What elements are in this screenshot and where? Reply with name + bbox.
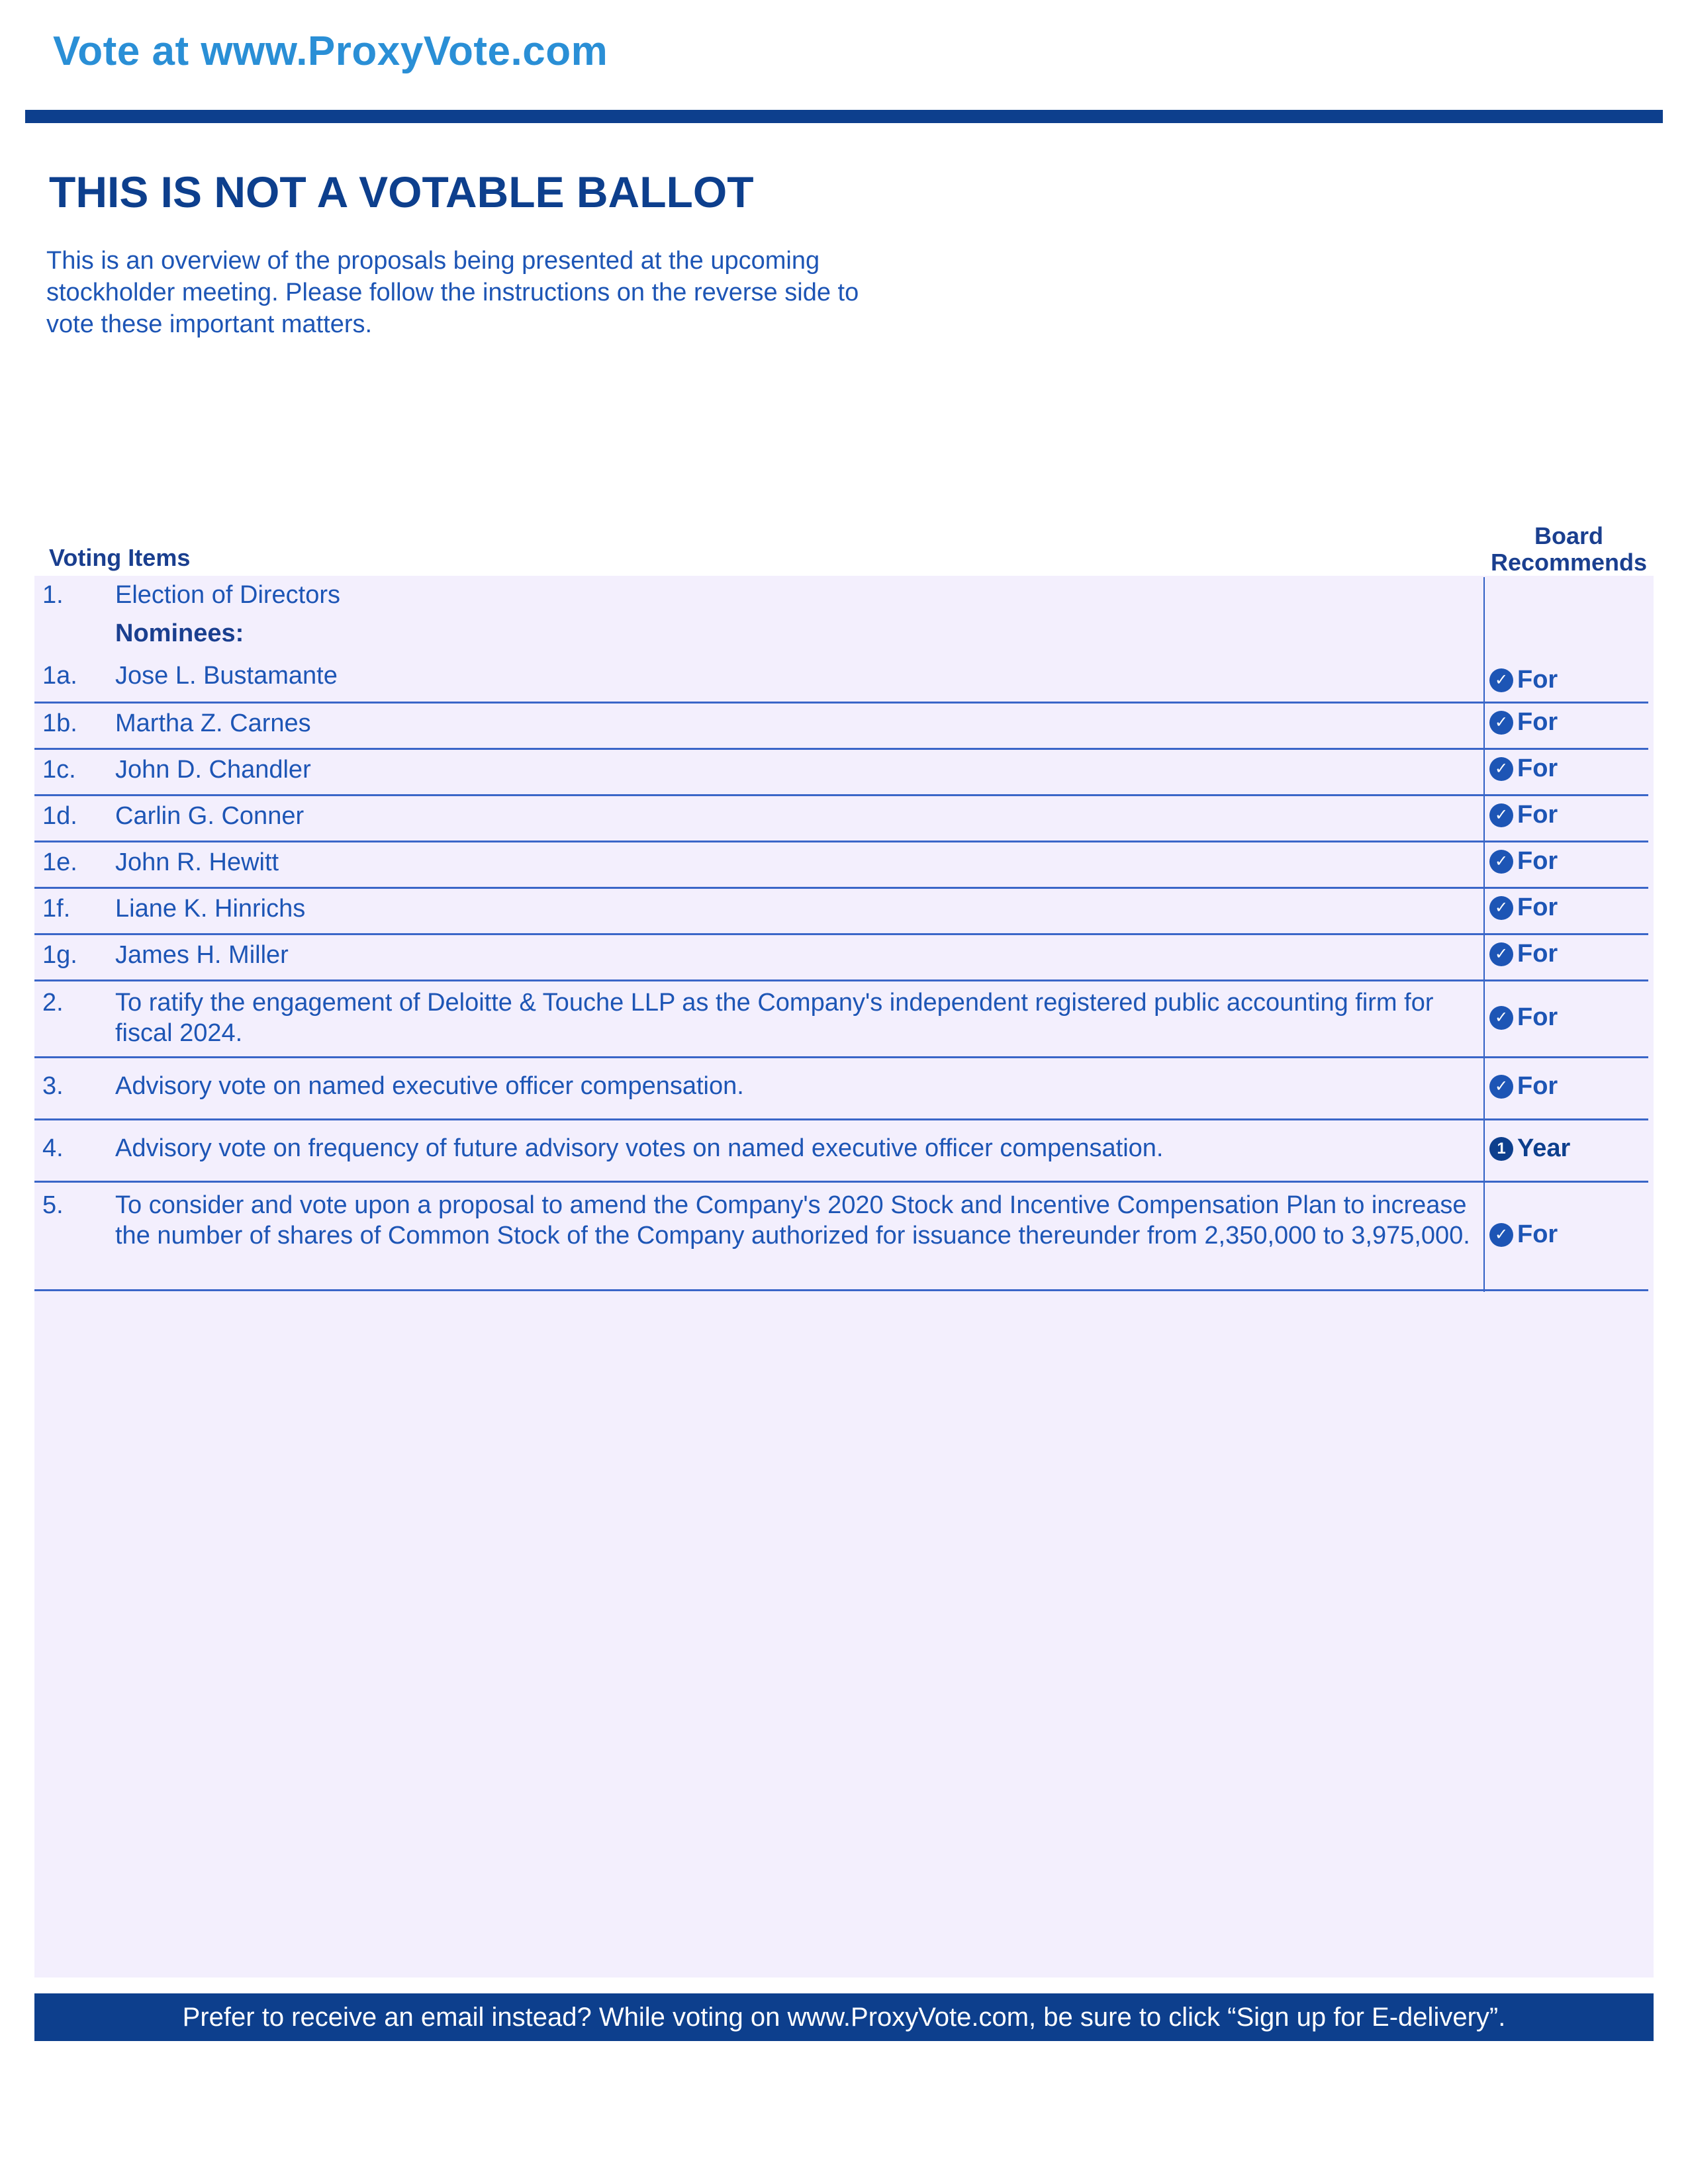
nominee-name: Liane K. Hinrichs xyxy=(115,895,306,923)
nominee-number: 1b. xyxy=(42,709,77,737)
check-circle-icon: ✓ xyxy=(1489,803,1513,827)
recommendation: ✓ For xyxy=(1489,666,1558,694)
nominee-name: John R. Hewitt xyxy=(115,848,279,876)
nominee-name: John D. Chandler xyxy=(115,756,311,784)
row-divider xyxy=(34,1181,1648,1183)
row-divider xyxy=(34,841,1648,842)
number-circle-icon: 1 xyxy=(1489,1137,1513,1161)
proposal-number: 4. xyxy=(42,1134,64,1162)
footer-banner: Prefer to receive an email instead? While voting on www.ProxyVote.com, be sure to click “Sign up for E-delivery”. xyxy=(34,1993,1654,2041)
nominee-name: Martha Z. Carnes xyxy=(115,709,311,737)
recommendation: 1 Year xyxy=(1489,1134,1570,1163)
nominee-number: 1f. xyxy=(42,895,71,923)
nominee-name: Carlin G. Conner xyxy=(115,802,305,830)
row-divider xyxy=(34,748,1648,750)
proposal-number: 2. xyxy=(42,989,64,1017)
check-circle-icon: ✓ xyxy=(1489,1075,1513,1099)
nominee-number: 1g. xyxy=(42,941,77,969)
row-divider xyxy=(34,702,1648,704)
check-circle-icon: ✓ xyxy=(1489,850,1513,874)
row-divider xyxy=(34,1289,1648,1291)
proposal-text: To ratify the engagement of Deloitte & Touche LLP as the Company's independent registered public accounting firm for fiscal 2024. xyxy=(115,989,1434,1047)
proposal-text: Advisory vote on frequency of future advisory votes on named executive officer compensation. xyxy=(115,1134,1164,1162)
check-circle-icon: ✓ xyxy=(1489,668,1513,692)
row-divider xyxy=(34,933,1648,935)
proposal-number: 5. xyxy=(42,1191,64,1219)
board-header-line2: Recommends xyxy=(1490,549,1648,576)
voting-items-header: Voting Items xyxy=(49,544,191,571)
item-number: 1. xyxy=(42,581,64,609)
overview-text: This is an overview of the proposals being presented at the upcoming stockholder meeting. Please follow the instructions on the reverse side to vote these important matters. xyxy=(46,247,859,338)
nominee-name: Jose L. Bustamante xyxy=(115,662,338,690)
row-divider xyxy=(34,1056,1648,1058)
recommendation: ✓ For xyxy=(1489,847,1558,876)
check-circle-icon: ✓ xyxy=(1489,711,1513,735)
recommendation: ✓ For xyxy=(1489,1220,1558,1249)
row-divider xyxy=(34,794,1648,796)
row-divider xyxy=(34,1118,1648,1120)
nominee-number: 1a. xyxy=(42,662,77,690)
not-votable-heading: THIS IS NOT A VOTABLE BALLOT xyxy=(49,167,754,216)
board-recommends-header xyxy=(1483,523,1655,576)
voting-panel xyxy=(34,576,1654,1978)
check-circle-icon: ✓ xyxy=(1489,942,1513,966)
election-of-directors: Election of Directors xyxy=(115,581,341,609)
row-divider xyxy=(34,979,1648,981)
check-circle-icon: ✓ xyxy=(1489,1223,1513,1247)
recommendation: ✓ For xyxy=(1489,708,1558,737)
row-divider xyxy=(34,887,1648,889)
recommendation: ✓ For xyxy=(1489,1003,1558,1032)
proposal-text: To consider and vote upon a proposal to amend the Company's 2020 Stock and Incentive Compensation Plan to increase the number of shares of Common Stock of the Company authorized for issuance thereunder from 2,350,000 to 3,975,000. xyxy=(115,1191,1470,1250)
nominees-label: Nominees: xyxy=(115,619,244,647)
nominee-name: James H. Miller xyxy=(115,941,289,969)
proposal-number: 3. xyxy=(42,1072,64,1100)
check-circle-icon: ✓ xyxy=(1489,1006,1513,1030)
header-divider xyxy=(25,110,1663,123)
board-header-line1: Board xyxy=(1534,522,1603,549)
nominee-number: 1c. xyxy=(42,756,76,784)
recommendation: ✓ For xyxy=(1489,893,1558,922)
check-circle-icon: ✓ xyxy=(1489,896,1513,920)
recommendation: ✓ For xyxy=(1489,801,1558,829)
recommendation: ✓ For xyxy=(1489,940,1558,968)
nominee-number: 1d. xyxy=(42,802,77,830)
nominee-number: 1e. xyxy=(42,848,77,876)
proposal-text: Advisory vote on named executive officer compensation. xyxy=(115,1072,744,1100)
check-circle-icon: ✓ xyxy=(1489,757,1513,781)
recommendation: ✓ For xyxy=(1489,754,1558,783)
header-title[interactable]: Vote at www.ProxyVote.com xyxy=(53,28,608,74)
recommendation: ✓ For xyxy=(1489,1072,1558,1101)
